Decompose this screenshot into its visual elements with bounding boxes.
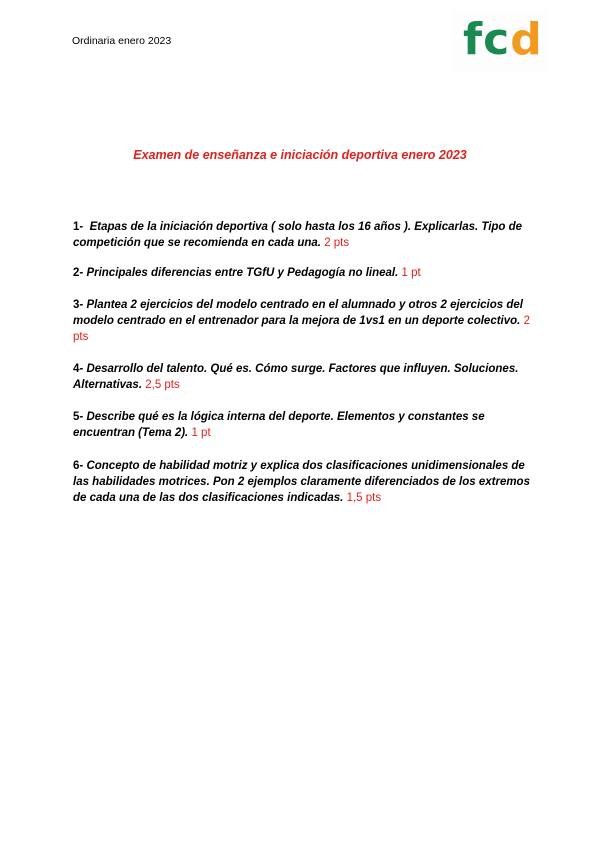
question-1 — [73, 219, 533, 251]
question-text: Concepto de habilidad motriz y explica dos clasificaciones unidimensionales de las habilidades motrices. Pon 2 ejemplos claramente diferenciados de los extremos de cada una de las dos clasificaciones indicadas. — [73, 460, 530, 504]
exam-title: Examen de enseñanza e iniciación deportiva enero 2023 — [133, 148, 467, 162]
question-suffix: . — [517, 315, 521, 327]
exam-call-label: Ordinaria enero 2023 — [72, 35, 172, 47]
question-number: 6- — [73, 460, 84, 472]
question-number: 2- — [73, 267, 84, 279]
question-3 — [73, 297, 533, 345]
question-6 — [73, 458, 533, 506]
question-points: 1 pt — [191, 427, 211, 439]
question-points: 1,5 pts — [346, 492, 382, 504]
question-text: Describe qué es la lógica interna del deporte. Elementos y constantes se encuentran (Tema 2). — [73, 411, 485, 439]
logo-letter-d: d — [510, 14, 543, 65]
question-points: 2,5 pts — [145, 379, 180, 391]
question-2 — [73, 265, 533, 281]
question-number: 5- — [73, 411, 84, 423]
logo-letter-c: c — [483, 14, 511, 65]
question-5 — [73, 409, 533, 441]
question-text: Etapas de la iniciación deportiva ( solo hasta los 16 años ). Explicarlas. Tipo de competición que se recomienda en cada una — [73, 221, 523, 249]
fcd-logo-text — [463, 12, 543, 68]
question-points: 2 pts — [324, 237, 350, 249]
question-4 — [73, 361, 533, 393]
question-suffix: . — [317, 237, 321, 249]
question-text: Desarrollo del talento. Qué es. Cómo surge. Factores que influyen. Soluciones. Alternativas. — [73, 363, 519, 391]
question-points: 1 pt — [401, 267, 421, 279]
question-text: Plantea 2 ejercicios del modelo centrado en el alumnado y otros 2 ejercicios del modelo centrado en el entrenador para la mejora de 1vs1 en un deporte colectivo — [73, 299, 523, 327]
question-text: Principales diferencias entre TGfU y Pedagogía no lineal. — [86, 267, 399, 279]
question-number: 4- — [73, 363, 84, 375]
question-number: 3- — [73, 299, 84, 311]
fcd-logo — [451, 10, 547, 72]
question-points: 2 pts — [73, 315, 530, 343]
question-number: 1- — [73, 221, 84, 233]
logo-letter-f: f — [463, 14, 484, 65]
